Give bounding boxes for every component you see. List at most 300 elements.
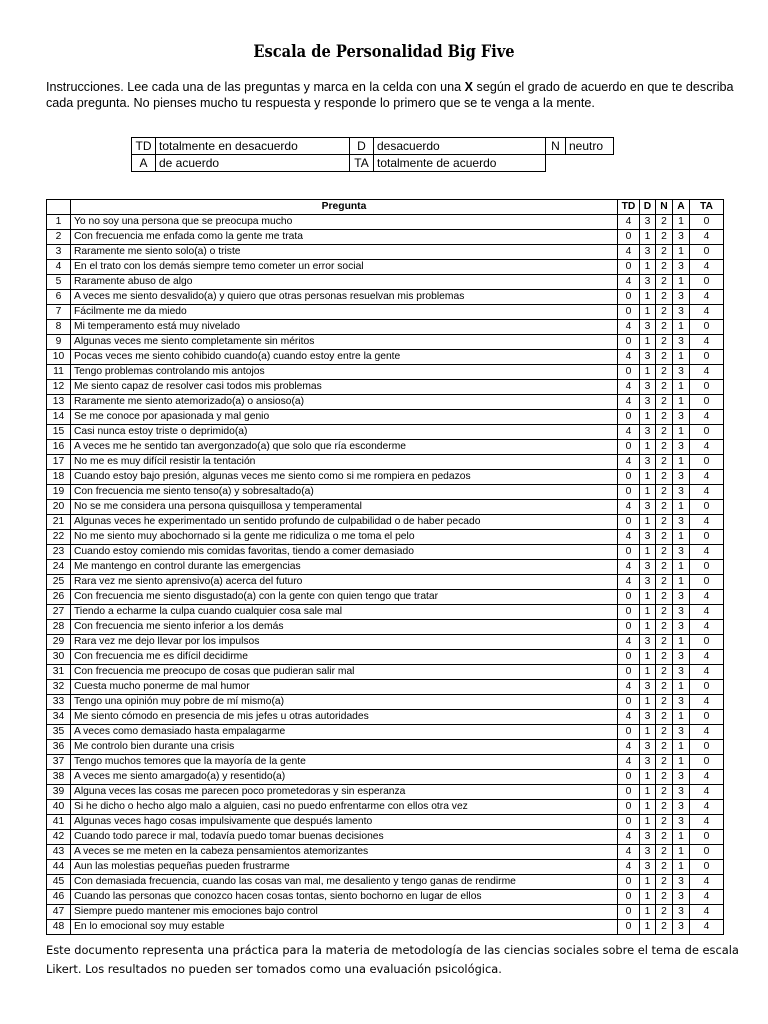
score-ta-cell[interactable]: 4 [690,815,724,830]
header-question: Pregunta [71,200,618,215]
score-n-cell[interactable]: 2 [656,710,673,725]
score-a-cell[interactable]: 1 [673,560,690,575]
score-d-cell[interactable]: 1 [640,485,656,500]
table-row [47,290,724,305]
score-ta-cell[interactable]: 0 [690,560,724,575]
score-ta-cell[interactable]: 4 [690,785,724,800]
item-question: No me es muy difícil resistir la tentación [71,455,618,470]
score-d-cell[interactable]: 3 [640,680,656,695]
item-question: Cuando estoy comiendo mis comidas favoritas, tiendo a comer demasiado [71,545,618,560]
score-td-cell[interactable]: 0 [618,485,640,500]
score-n-cell[interactable]: 2 [656,695,673,710]
score-d-cell[interactable]: 3 [640,380,656,395]
score-n-cell[interactable]: 2 [656,815,673,830]
score-a-cell[interactable]: 3 [673,485,690,500]
score-d-cell[interactable]: 3 [640,320,656,335]
score-a-cell[interactable]: 3 [673,920,690,935]
score-td-cell[interactable]: 4 [618,350,640,365]
score-a-cell[interactable]: 3 [673,695,690,710]
score-n-cell[interactable]: 2 [656,905,673,920]
score-ta-cell[interactable]: 0 [690,830,724,845]
score-a-cell[interactable]: 3 [673,605,690,620]
score-a-cell[interactable]: 3 [673,725,690,740]
score-td-cell[interactable]: 4 [618,530,640,545]
score-td-cell[interactable]: 0 [618,770,640,785]
score-d-cell[interactable]: 1 [640,875,656,890]
score-n-cell[interactable]: 2 [656,890,673,905]
item-number: 29 [47,635,71,650]
item-question: Con frecuencia me siento tenso(a) y sobresaltado(a) [71,485,618,500]
score-ta-cell[interactable]: 0 [690,320,724,335]
score-a-cell[interactable]: 3 [673,800,690,815]
score-d-cell[interactable]: 1 [640,470,656,485]
table-row [47,755,724,770]
score-ta-cell[interactable]: 0 [690,680,724,695]
score-d-cell[interactable]: 1 [640,305,656,320]
score-a-cell[interactable]: 3 [673,815,690,830]
score-ta-cell[interactable]: 0 [690,455,724,470]
score-td-cell[interactable]: 4 [618,425,640,440]
score-a-cell[interactable]: 3 [673,665,690,680]
instructions-mark: X [464,80,474,94]
score-d-cell[interactable]: 1 [640,665,656,680]
score-n-cell[interactable]: 2 [656,470,673,485]
score-n-cell[interactable]: 2 [656,725,673,740]
score-ta-cell[interactable]: 4 [690,905,724,920]
score-ta-cell[interactable]: 0 [690,425,724,440]
score-n-cell[interactable]: 2 [656,665,673,680]
score-n-cell[interactable]: 2 [656,755,673,770]
item-number: 24 [47,560,71,575]
score-td-cell[interactable]: 4 [618,575,640,590]
score-td-cell[interactable]: 4 [618,245,640,260]
score-ta-cell[interactable]: 4 [690,665,724,680]
score-td-cell[interactable]: 0 [618,665,640,680]
score-n-cell[interactable]: 2 [656,440,673,455]
score-n-cell[interactable]: 2 [656,560,673,575]
score-ta-cell[interactable]: 0 [690,245,724,260]
header-d: D [640,200,656,215]
item-number: 46 [47,890,71,905]
score-td-cell[interactable]: 0 [618,590,640,605]
table-row [47,365,724,380]
response-legend [131,137,614,172]
score-td-cell[interactable]: 0 [618,440,640,455]
score-a-cell[interactable]: 3 [673,785,690,800]
score-n-cell[interactable]: 2 [656,290,673,305]
score-a-cell[interactable]: 1 [673,455,690,470]
instructions-text-start: Instrucciones. Lee cada una de las preguntas y marca en la celda con una [46,80,465,94]
score-n-cell[interactable]: 2 [656,410,673,425]
score-n-cell[interactable]: 2 [656,530,673,545]
score-ta-cell[interactable]: 0 [690,530,724,545]
score-td-cell[interactable]: 4 [618,740,640,755]
score-n-cell[interactable]: 2 [656,245,673,260]
score-n-cell[interactable]: 2 [656,740,673,755]
score-a-cell[interactable]: 1 [673,425,690,440]
score-d-cell[interactable]: 3 [640,830,656,845]
header-td: TD [618,200,640,215]
score-td-cell[interactable]: 0 [618,725,640,740]
score-d-cell[interactable]: 1 [640,260,656,275]
score-d-cell[interactable]: 1 [640,695,656,710]
score-td-cell[interactable]: 4 [618,680,640,695]
score-n-cell[interactable]: 2 [656,620,673,635]
score-td-cell[interactable]: 4 [618,395,640,410]
item-question: Fácilmente me da miedo [71,305,618,320]
score-d-cell[interactable]: 3 [640,575,656,590]
score-n-cell[interactable]: 2 [656,380,673,395]
score-d-cell[interactable]: 1 [640,515,656,530]
score-d-cell[interactable]: 1 [640,365,656,380]
score-td-cell[interactable]: 0 [618,410,640,425]
score-td-cell[interactable]: 4 [618,710,640,725]
score-n-cell[interactable]: 2 [656,590,673,605]
score-d-cell[interactable]: 1 [640,800,656,815]
score-ta-cell[interactable]: 0 [690,635,724,650]
score-td-cell[interactable]: 0 [618,365,640,380]
score-n-cell[interactable]: 2 [656,800,673,815]
score-td-cell[interactable]: 0 [618,335,640,350]
table-row [47,605,724,620]
score-ta-cell[interactable]: 4 [690,695,724,710]
score-a-cell[interactable]: 1 [673,530,690,545]
score-d-cell[interactable]: 3 [640,350,656,365]
score-n-cell[interactable]: 2 [656,320,673,335]
score-n-cell[interactable]: 2 [656,770,673,785]
score-d-cell[interactable]: 1 [640,605,656,620]
score-td-cell[interactable]: 0 [618,890,640,905]
score-ta-cell[interactable]: 4 [690,290,724,305]
score-ta-cell[interactable]: 4 [690,515,724,530]
item-number: 10 [47,350,71,365]
item-question: Raramente me siento atemorizado(a) o ansioso(a) [71,395,618,410]
item-question: Mi temperamento está muy nivelado [71,320,618,335]
score-a-cell[interactable]: 1 [673,575,690,590]
score-d-cell[interactable]: 1 [640,890,656,905]
score-n-cell[interactable]: 2 [656,365,673,380]
score-n-cell[interactable]: 2 [656,875,673,890]
score-td-cell[interactable]: 4 [618,275,640,290]
score-n-cell[interactable]: 2 [656,830,673,845]
score-d-cell[interactable]: 1 [640,920,656,935]
score-ta-cell[interactable]: 4 [690,920,724,935]
table-row [47,560,724,575]
score-d-cell[interactable]: 3 [640,395,656,410]
item-question: A veces me he sentido tan avergonzado(a) que solo que ría esconderme [71,440,618,455]
score-a-cell[interactable]: 3 [673,515,690,530]
score-ta-cell[interactable]: 4 [690,485,724,500]
score-n-cell[interactable]: 2 [656,485,673,500]
score-a-cell[interactable]: 1 [673,755,690,770]
score-n-cell[interactable]: 2 [656,545,673,560]
score-n-cell[interactable]: 2 [656,395,673,410]
score-a-cell[interactable]: 3 [673,260,690,275]
score-d-cell[interactable]: 1 [640,410,656,425]
score-d-cell[interactable]: 1 [640,290,656,305]
score-td-cell[interactable]: 4 [618,215,640,230]
score-n-cell[interactable]: 2 [656,860,673,875]
item-number: 3 [47,245,71,260]
item-number: 21 [47,515,71,530]
score-a-cell[interactable]: 1 [673,500,690,515]
score-a-cell[interactable]: 1 [673,275,690,290]
score-d-cell[interactable]: 3 [640,425,656,440]
score-a-cell[interactable]: 3 [673,335,690,350]
score-a-cell[interactable]: 3 [673,590,690,605]
table-row [47,425,724,440]
score-ta-cell[interactable]: 4 [690,770,724,785]
score-n-cell[interactable]: 2 [656,920,673,935]
score-td-cell[interactable]: 0 [618,905,640,920]
score-td-cell[interactable]: 4 [618,455,640,470]
item-question: Con frecuencia me preocupo de cosas que pudieran salir mal [71,665,618,680]
score-a-cell[interactable]: 1 [673,740,690,755]
score-a-cell[interactable]: 1 [673,710,690,725]
score-a-cell[interactable]: 1 [673,245,690,260]
score-ta-cell[interactable]: 0 [690,215,724,230]
item-number: 31 [47,665,71,680]
score-a-cell[interactable]: 1 [673,395,690,410]
score-a-cell[interactable]: 3 [673,290,690,305]
score-td-cell[interactable]: 0 [618,920,640,935]
score-d-cell[interactable]: 3 [640,560,656,575]
score-ta-cell[interactable]: 0 [690,350,724,365]
score-a-cell[interactable]: 3 [673,410,690,425]
table-row [47,485,724,500]
score-ta-cell[interactable]: 0 [690,380,724,395]
score-td-cell[interactable]: 0 [618,230,640,245]
item-question: Pocas veces me siento cohibido cuando(a) cuando estoy entre la gente [71,350,618,365]
score-d-cell[interactable]: 1 [640,440,656,455]
table-row [47,275,724,290]
score-a-cell[interactable]: 1 [673,860,690,875]
score-n-cell[interactable]: 2 [656,635,673,650]
score-a-cell[interactable]: 3 [673,875,690,890]
table-row [47,410,724,425]
score-n-cell[interactable]: 2 [656,605,673,620]
score-ta-cell[interactable]: 4 [690,305,724,320]
score-ta-cell[interactable]: 0 [690,710,724,725]
score-a-cell[interactable]: 3 [673,905,690,920]
score-n-cell[interactable]: 2 [656,260,673,275]
score-d-cell[interactable]: 3 [640,755,656,770]
score-ta-cell[interactable]: 4 [690,605,724,620]
table-row [47,335,724,350]
header-number [47,200,71,215]
item-question: No se me considera una persona quisquillosa y temperamental [71,500,618,515]
score-ta-cell[interactable]: 4 [690,440,724,455]
score-a-cell[interactable]: 3 [673,545,690,560]
score-td-cell[interactable]: 0 [618,800,640,815]
score-n-cell[interactable]: 2 [656,785,673,800]
score-td-cell[interactable]: 0 [618,620,640,635]
score-td-cell[interactable]: 0 [618,545,640,560]
score-ta-cell[interactable]: 4 [690,335,724,350]
item-question: Con frecuencia me enfada como la gente me trata [71,230,618,245]
table-row [47,245,724,260]
score-n-cell[interactable]: 2 [656,455,673,470]
score-d-cell[interactable]: 3 [640,275,656,290]
table-row [47,215,724,230]
score-n-cell[interactable]: 2 [656,500,673,515]
item-number: 6 [47,290,71,305]
item-number: 23 [47,545,71,560]
score-d-cell[interactable]: 3 [640,710,656,725]
score-a-cell[interactable]: 1 [673,215,690,230]
score-a-cell[interactable]: 3 [673,620,690,635]
score-td-cell[interactable]: 4 [618,860,640,875]
score-a-cell[interactable]: 1 [673,350,690,365]
item-number: 37 [47,755,71,770]
score-d-cell[interactable]: 1 [640,905,656,920]
score-d-cell[interactable]: 3 [640,245,656,260]
score-a-cell[interactable]: 3 [673,770,690,785]
score-ta-cell[interactable]: 4 [690,410,724,425]
score-ta-cell[interactable]: 4 [690,725,724,740]
table-row [47,830,724,845]
table-row [47,680,724,695]
table-row [47,920,724,935]
score-ta-cell[interactable]: 0 [690,575,724,590]
score-ta-cell[interactable]: 0 [690,395,724,410]
score-d-cell[interactable]: 1 [640,590,656,605]
score-n-cell[interactable]: 2 [656,215,673,230]
score-ta-cell[interactable]: 4 [690,890,724,905]
score-a-cell[interactable]: 1 [673,845,690,860]
score-a-cell[interactable]: 3 [673,230,690,245]
score-td-cell[interactable]: 4 [618,845,640,860]
score-ta-cell[interactable]: 4 [690,620,724,635]
score-td-cell[interactable]: 0 [618,515,640,530]
score-td-cell[interactable]: 4 [618,320,640,335]
score-n-cell[interactable]: 2 [656,350,673,365]
score-td-cell[interactable]: 4 [618,830,640,845]
score-a-cell[interactable]: 1 [673,320,690,335]
score-ta-cell[interactable]: 4 [690,875,724,890]
table-row [47,875,724,890]
score-d-cell[interactable]: 1 [640,785,656,800]
score-d-cell[interactable]: 1 [640,650,656,665]
item-number: 28 [47,620,71,635]
score-d-cell[interactable]: 1 [640,725,656,740]
item-question: Alguna veces las cosas me parecen poco prometedoras y sin esperanza [71,785,618,800]
score-d-cell[interactable]: 3 [640,215,656,230]
score-d-cell[interactable]: 1 [640,230,656,245]
score-d-cell[interactable]: 1 [640,770,656,785]
score-a-cell[interactable]: 3 [673,440,690,455]
score-td-cell[interactable]: 4 [618,500,640,515]
score-n-cell[interactable]: 2 [656,680,673,695]
item-number: 13 [47,395,71,410]
score-ta-cell[interactable]: 4 [690,260,724,275]
score-a-cell[interactable]: 1 [673,380,690,395]
score-a-cell[interactable]: 3 [673,365,690,380]
score-td-cell[interactable]: 0 [618,785,640,800]
score-ta-cell[interactable]: 0 [690,845,724,860]
score-ta-cell[interactable]: 4 [690,365,724,380]
item-number: 39 [47,785,71,800]
score-ta-cell[interactable]: 4 [690,470,724,485]
score-a-cell[interactable]: 3 [673,890,690,905]
score-d-cell[interactable]: 3 [640,740,656,755]
score-n-cell[interactable]: 2 [656,230,673,245]
score-n-cell[interactable]: 2 [656,650,673,665]
score-n-cell[interactable]: 2 [656,845,673,860]
score-a-cell[interactable]: 3 [673,470,690,485]
score-td-cell[interactable]: 4 [618,755,640,770]
score-td-cell[interactable]: 0 [618,650,640,665]
table-row [47,305,724,320]
score-ta-cell[interactable]: 4 [690,800,724,815]
score-ta-cell[interactable]: 0 [690,755,724,770]
score-td-cell[interactable]: 0 [618,875,640,890]
score-ta-cell[interactable]: 0 [690,860,724,875]
score-d-cell[interactable]: 3 [640,860,656,875]
score-ta-cell[interactable]: 4 [690,230,724,245]
score-a-cell[interactable]: 1 [673,830,690,845]
score-ta-cell[interactable]: 4 [690,545,724,560]
score-d-cell[interactable]: 3 [640,845,656,860]
item-question: Se me conoce por apasionada y mal genio [71,410,618,425]
score-td-cell[interactable]: 0 [618,305,640,320]
score-ta-cell[interactable]: 0 [690,740,724,755]
score-a-cell[interactable]: 1 [673,635,690,650]
score-ta-cell[interactable]: 4 [690,590,724,605]
table-row [47,530,724,545]
score-a-cell[interactable]: 3 [673,305,690,320]
score-n-cell[interactable]: 2 [656,575,673,590]
table-row [47,905,724,920]
score-d-cell[interactable]: 3 [640,455,656,470]
table-row [47,650,724,665]
score-a-cell[interactable]: 1 [673,680,690,695]
score-d-cell[interactable]: 1 [640,545,656,560]
score-ta-cell[interactable]: 0 [690,500,724,515]
score-td-cell[interactable]: 4 [618,380,640,395]
score-d-cell[interactable]: 3 [640,500,656,515]
score-d-cell[interactable]: 1 [640,815,656,830]
score-n-cell[interactable]: 2 [656,515,673,530]
score-a-cell[interactable]: 3 [673,650,690,665]
score-n-cell[interactable]: 2 [656,425,673,440]
score-td-cell[interactable]: 0 [618,260,640,275]
score-n-cell[interactable]: 2 [656,335,673,350]
score-ta-cell[interactable]: 0 [690,275,724,290]
legend-code-d: D [350,138,374,155]
score-d-cell[interactable]: 3 [640,635,656,650]
score-d-cell[interactable]: 3 [640,530,656,545]
score-n-cell[interactable]: 2 [656,275,673,290]
score-td-cell[interactable]: 0 [618,815,640,830]
score-td-cell[interactable]: 0 [618,695,640,710]
score-td-cell[interactable]: 0 [618,290,640,305]
score-ta-cell[interactable]: 4 [690,650,724,665]
score-td-cell[interactable]: 4 [618,635,640,650]
item-number: 8 [47,320,71,335]
table-row [47,440,724,455]
score-d-cell[interactable]: 1 [640,620,656,635]
item-number: 1 [47,215,71,230]
score-td-cell[interactable]: 0 [618,605,640,620]
table-row [47,455,724,470]
item-number: 42 [47,830,71,845]
score-n-cell[interactable]: 2 [656,305,673,320]
score-td-cell[interactable]: 0 [618,470,640,485]
score-d-cell[interactable]: 1 [640,335,656,350]
item-number: 41 [47,815,71,830]
score-td-cell[interactable]: 4 [618,560,640,575]
